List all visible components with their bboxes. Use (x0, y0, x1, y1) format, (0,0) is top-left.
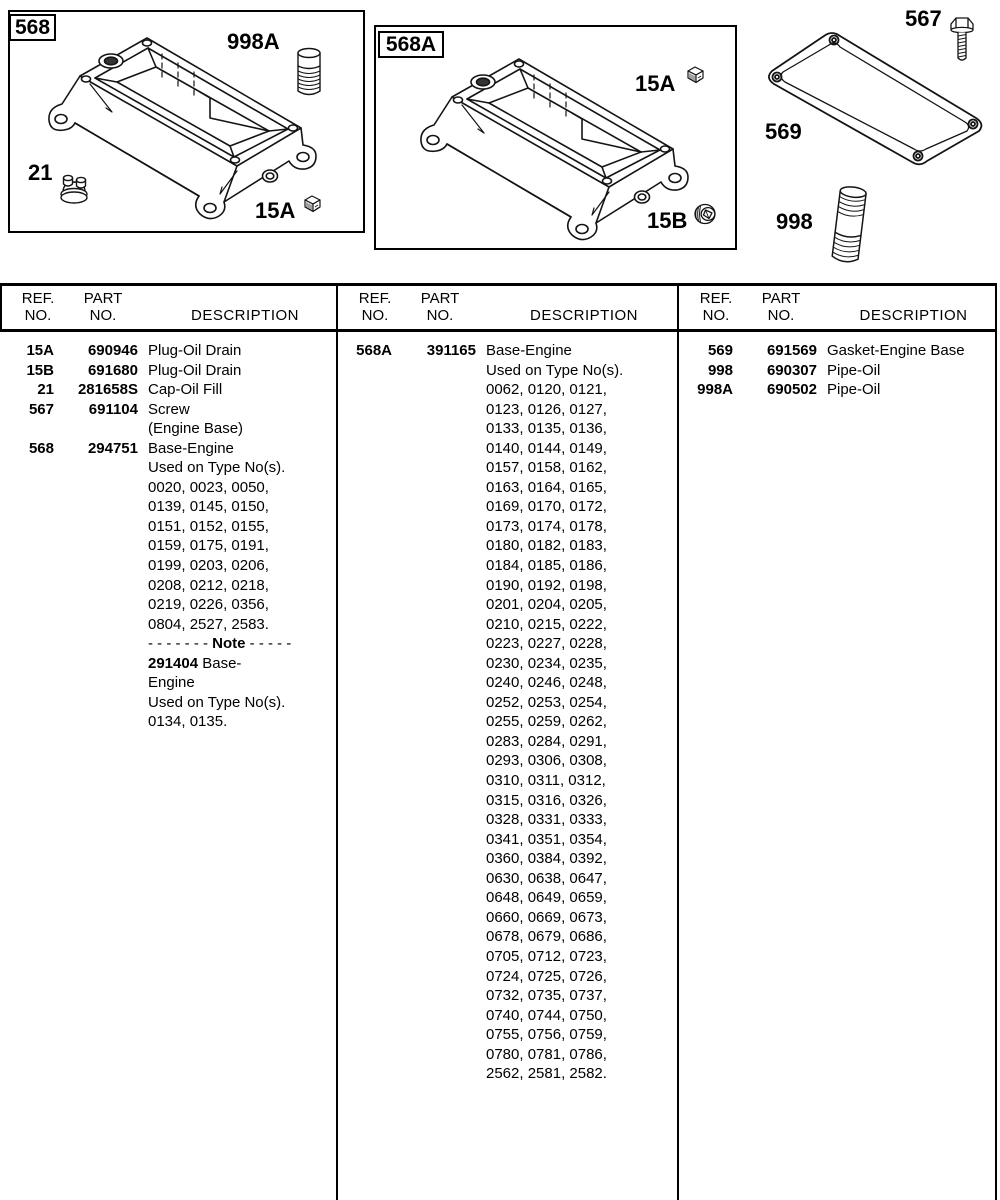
description-cell: 0139, 0145, 0150, (148, 498, 269, 516)
table-row (338, 380, 677, 400)
table-row (338, 810, 677, 830)
ref-no-cell (338, 849, 392, 869)
table-row (338, 1064, 677, 1084)
ref-no-cell (338, 634, 392, 654)
header-part: PART (761, 290, 801, 307)
table-row (679, 341, 995, 361)
ref-no-cell (0, 693, 54, 713)
description-cell: 0804, 2527, 2583. (148, 615, 269, 633)
description-cell: 2562, 2581, 2582. (486, 1065, 607, 1083)
table-row (338, 673, 677, 693)
description-cell: Gasket-Engine Base (827, 342, 965, 359)
description-cell: Plug-Oil Drain (148, 361, 242, 379)
ref-no-cell (0, 634, 54, 654)
table-row (338, 595, 677, 615)
table-header-col2 (339, 290, 679, 324)
header-ref: REF. (21, 290, 55, 307)
ref-no-cell: 569 (707, 342, 733, 359)
description-cell: - - - - - - - Note - - - - - (148, 635, 292, 653)
ref-no-cell (338, 712, 392, 732)
table-header-col3 (680, 290, 997, 324)
column-divider (677, 283, 679, 1200)
part-no-cell (392, 927, 476, 947)
description-cell: 0173, 0174, 0178, (486, 517, 607, 535)
part-no-cell (392, 497, 476, 517)
ref-no-cell (0, 517, 54, 537)
part-no-cell (54, 556, 138, 576)
part-no-cell (54, 576, 138, 596)
table-row (338, 947, 677, 967)
ref-no-cell (338, 908, 392, 928)
ref-no-cell (0, 615, 54, 635)
part-no-cell: 690946 (87, 342, 138, 359)
description-cell: 0678, 0679, 0686, (486, 928, 607, 946)
ref-no-cell (338, 478, 392, 498)
ref-no-cell (338, 986, 392, 1006)
ref-no-cell (338, 1045, 392, 1065)
ref-no-cell (338, 497, 392, 517)
description-cell: 0190, 0192, 0198, (486, 576, 607, 594)
table-row (0, 458, 336, 478)
callout-21: 21 (28, 160, 53, 185)
table-row (338, 1025, 677, 1045)
description-cell: 0315, 0316, 0326, (486, 791, 607, 809)
table-row (338, 1045, 677, 1065)
ref-no-cell (338, 419, 392, 439)
ref-no-cell (338, 615, 392, 635)
part-no-cell (392, 536, 476, 556)
ref-no-cell (338, 595, 392, 615)
table-row (0, 361, 336, 381)
part-no-cell: 691104 (88, 400, 138, 418)
table-row (0, 556, 336, 576)
table-row (338, 732, 677, 752)
table-row (0, 419, 336, 439)
table-row (338, 693, 677, 713)
part-no-cell (392, 517, 476, 537)
part-no-cell (392, 634, 476, 654)
figure-panel-568 (8, 10, 365, 233)
table-row (338, 576, 677, 596)
ref-no-cell (338, 771, 392, 791)
part-no-cell (392, 693, 476, 713)
part-no-cell (54, 458, 138, 478)
description-cell: 0252, 0253, 0254, (486, 693, 607, 711)
table-row (0, 576, 336, 596)
ref-no-cell (338, 888, 392, 908)
ref-no-cell (338, 400, 392, 420)
callout-569: 569 (765, 119, 802, 144)
callout-15A: 15A (255, 198, 296, 223)
description-cell: 0230, 0234, 0235, (486, 654, 607, 672)
part-no-cell (54, 478, 138, 498)
table-row (0, 673, 336, 693)
part-no-cell: 691569 (766, 342, 817, 359)
table-row (338, 967, 677, 987)
part-no-cell: 294751 (87, 439, 138, 457)
table-row (0, 497, 336, 517)
part-no-cell (54, 419, 138, 439)
header-description: DESCRIPTION (529, 307, 638, 324)
ref-no-cell (338, 361, 392, 381)
ref-no-cell: 567 (28, 400, 54, 418)
ref-no-cell (0, 478, 54, 498)
table-row (338, 751, 677, 771)
oil-fill-cap-drawing (54, 170, 94, 204)
table-row (338, 888, 677, 908)
table-row (338, 400, 677, 420)
part-no-cell (392, 810, 476, 830)
oil-pipe-drawing (824, 184, 876, 268)
ref-no-cell (338, 732, 392, 752)
ref-no-cell: 21 (37, 381, 54, 399)
description-cell: 0123, 0126, 0127, (486, 400, 607, 418)
description-cell: 0157, 0158, 0162, (486, 459, 607, 477)
table-row (0, 654, 336, 674)
ref-no-cell: 568A (356, 342, 392, 359)
part-no-cell: 690502 (766, 381, 817, 399)
table-row (338, 419, 677, 439)
table-row (0, 536, 336, 556)
callout-15A: 15A (635, 71, 676, 96)
description-cell: 0724, 0725, 0726, (486, 967, 607, 985)
table-row (338, 634, 677, 654)
table-header-band (0, 283, 997, 332)
table-row (338, 615, 677, 635)
table-row (338, 478, 677, 498)
table-row (338, 791, 677, 811)
header-ref-no: NO. (24, 307, 52, 324)
callout-15B: 15B (647, 208, 688, 233)
table-row (0, 439, 336, 459)
table-row (0, 595, 336, 615)
part-no-cell (392, 908, 476, 928)
part-no-cell (392, 615, 476, 635)
table-row (338, 536, 677, 556)
description-cell: Used on Type No(s). (486, 361, 624, 379)
description-cell: 0780, 0781, 0786, (486, 1045, 607, 1063)
part-no-cell (392, 1025, 476, 1045)
part-no-cell (54, 595, 138, 615)
ref-no-cell (0, 712, 54, 732)
description-cell: 0705, 0712, 0723, (486, 947, 607, 965)
description-cell: 0240, 0246, 0248, (486, 674, 607, 692)
description-cell: 0219, 0226, 0356, (148, 596, 269, 614)
ref-no-cell (338, 810, 392, 830)
ref-no-cell (0, 595, 54, 615)
description-cell: 0201, 0204, 0205, (486, 596, 607, 614)
table-row (338, 458, 677, 478)
part-no-cell (392, 888, 476, 908)
ref-no-cell (338, 380, 392, 400)
table-row (0, 380, 336, 400)
part-no-cell (392, 458, 476, 478)
table-row (0, 341, 336, 361)
description-cell: Used on Type No(s). (148, 693, 286, 711)
description-cell: 0159, 0175, 0191, (148, 537, 269, 555)
ref-no-cell (338, 1064, 392, 1084)
part-no-cell (54, 536, 138, 556)
part-no-cell (392, 400, 476, 420)
description-cell: 0755, 0756, 0759, (486, 1026, 607, 1044)
part-no-cell (392, 967, 476, 987)
part-no-cell (392, 654, 476, 674)
table-row (338, 341, 677, 361)
callout-998A: 998A (227, 29, 280, 54)
description-cell: 0630, 0638, 0647, (486, 869, 607, 887)
part-no-cell: 391165 (426, 342, 476, 359)
part-no-cell (54, 673, 138, 693)
header-part-no: NO. (426, 307, 454, 324)
description-cell: 0360, 0384, 0392, (486, 850, 607, 868)
header-part-no: NO. (89, 307, 117, 324)
part-no-cell (392, 361, 476, 381)
description-cell: 0660, 0669, 0673, (486, 908, 607, 926)
description-cell: 0151, 0152, 0155, (148, 517, 269, 535)
part-no-cell (54, 497, 138, 517)
gasket-drawing (760, 26, 990, 176)
oil-drain-plug-drawing (684, 65, 706, 85)
ref-no-cell (338, 693, 392, 713)
table-row (0, 400, 336, 420)
part-no-cell (392, 1045, 476, 1065)
description-cell: Engine (148, 674, 195, 692)
table-row (338, 517, 677, 537)
ref-no-cell (0, 654, 54, 674)
table-row (338, 849, 677, 869)
description-cell: 0134, 0135. (148, 713, 228, 731)
description-cell: (Engine Base) (148, 420, 244, 438)
ref-no-cell (338, 869, 392, 889)
part-no-cell (392, 791, 476, 811)
description-cell: Pipe-Oil (827, 381, 881, 399)
header-part: PART (420, 290, 460, 307)
description-cell: 0199, 0203, 0206, (148, 557, 269, 575)
description-cell: 0180, 0182, 0183, (486, 537, 607, 555)
description-cell: 0208, 0212, 0218, (148, 576, 269, 594)
table-header-col1 (2, 290, 338, 324)
description-cell: Used on Type No(s). (148, 459, 286, 477)
description-cell: Cap-Oil Fill (148, 381, 223, 399)
table-row (0, 712, 336, 732)
header-part: PART (83, 290, 123, 307)
part-no-cell (392, 947, 476, 967)
description-cell: Pipe-Oil (827, 361, 881, 379)
table-right-border (995, 283, 997, 1200)
ref-no-cell (338, 517, 392, 537)
table-row (338, 927, 677, 947)
description-cell: 0140, 0144, 0149, (486, 439, 607, 457)
table-row (338, 556, 677, 576)
ref-no-cell: 998 (707, 361, 733, 379)
ref-no-cell (338, 576, 392, 596)
part-no-cell (392, 869, 476, 889)
part-no-cell (392, 1006, 476, 1026)
part-no-cell (392, 732, 476, 752)
table-row (338, 1006, 677, 1026)
ref-no-cell (338, 1025, 392, 1045)
part-no-cell (392, 556, 476, 576)
ref-no-cell (0, 458, 54, 478)
description-cell: 0210, 0215, 0222, (486, 615, 607, 633)
table-row (0, 634, 336, 654)
part-no-cell (392, 751, 476, 771)
ref-no-cell (338, 830, 392, 850)
header-ref-no: NO. (702, 307, 730, 324)
part-no-cell (392, 439, 476, 459)
description-cell: 0341, 0351, 0354, (486, 830, 607, 848)
description-cell: Screw (148, 400, 190, 418)
description-cell: 0293, 0306, 0308, (486, 752, 607, 770)
ref-no-cell (338, 1006, 392, 1026)
header-part-no: NO. (767, 307, 795, 324)
description-cell: 0062, 0120, 0121, (486, 381, 607, 399)
ref-no-cell (338, 439, 392, 459)
part-no-cell (392, 712, 476, 732)
description-cell: 0310, 0311, 0312, (486, 772, 606, 790)
description-cell: 0163, 0164, 0165, (486, 478, 607, 496)
part-no-cell (392, 419, 476, 439)
part-no-cell (392, 849, 476, 869)
description-cell: Base-Engine (486, 342, 572, 359)
parts-column-2 (338, 341, 677, 1084)
diagram-area (0, 0, 1000, 280)
callout-998: 998 (776, 209, 813, 234)
part-no-cell (392, 673, 476, 693)
part-no-cell (54, 615, 138, 635)
ref-no-cell (0, 556, 54, 576)
table-row (338, 439, 677, 459)
part-no-cell (54, 517, 138, 537)
description-cell: Base-Engine (148, 439, 234, 457)
parts-column-3 (679, 341, 995, 400)
description-cell: 0732, 0735, 0737, (486, 987, 607, 1005)
header-ref: REF. (699, 290, 733, 307)
description-cell: 0283, 0284, 0291, (486, 732, 607, 750)
header-description: DESCRIPTION (190, 307, 299, 324)
part-no-cell (54, 693, 138, 713)
description-cell: 0184, 0185, 0186, (486, 557, 607, 575)
table-row (679, 380, 995, 400)
description-cell: 291404 Base- (148, 654, 242, 672)
part-no-cell (392, 986, 476, 1006)
ref-no-cell (338, 536, 392, 556)
ref-no-cell (338, 673, 392, 693)
description-cell: 0255, 0259, 0262, (486, 713, 607, 731)
oil-drain-plug-drawing (301, 194, 323, 214)
oil-pipe-drawing (291, 46, 327, 98)
part-no-cell (392, 771, 476, 791)
ref-no-cell (0, 576, 54, 596)
callout-567: 567 (905, 6, 942, 31)
figure-tag-568: 568 (9, 14, 56, 41)
part-no-cell: 281658S (77, 381, 138, 399)
part-no-cell (54, 712, 138, 732)
header-ref-no: NO. (361, 307, 389, 324)
ref-no-cell (338, 458, 392, 478)
ref-no-cell (0, 536, 54, 556)
ref-no-cell (0, 673, 54, 693)
ref-no-cell (0, 497, 54, 517)
table-row (0, 693, 336, 713)
table-row (338, 771, 677, 791)
part-no-cell: 690307 (766, 361, 817, 379)
table-row (0, 517, 336, 537)
part-no-cell (392, 478, 476, 498)
ref-no-cell (0, 419, 54, 439)
part-no-cell (392, 1064, 476, 1084)
parts-column-1 (0, 341, 336, 732)
table-row (338, 830, 677, 850)
description-cell: 0328, 0331, 0333, (486, 811, 607, 829)
ref-no-cell (338, 967, 392, 987)
ref-no-cell (338, 556, 392, 576)
part-no-cell (392, 576, 476, 596)
ref-no-cell: 998A (697, 381, 733, 399)
description-cell: 0223, 0227, 0228, (486, 635, 607, 653)
ref-no-cell (338, 927, 392, 947)
description-cell: 0648, 0649, 0659, (486, 889, 607, 907)
ref-no-cell: 15B (26, 361, 54, 379)
ref-no-cell (338, 654, 392, 674)
oil-drain-plug-drawing (692, 201, 720, 227)
part-no-cell (54, 654, 138, 674)
table-row (338, 712, 677, 732)
description-cell: Plug-Oil Drain (148, 342, 242, 359)
ref-no-cell (338, 751, 392, 771)
table-row (338, 654, 677, 674)
part-no-cell (392, 830, 476, 850)
table-row (0, 615, 336, 635)
ref-no-cell: 568 (28, 439, 54, 457)
ref-no-cell (338, 791, 392, 811)
part-no-cell (54, 634, 138, 654)
table-row (679, 361, 995, 381)
header-description: DESCRIPTION (859, 307, 968, 324)
table-row (0, 478, 336, 498)
ref-no-cell (338, 947, 392, 967)
table-row (338, 908, 677, 928)
ref-no-cell: 15A (26, 342, 54, 359)
table-row (338, 361, 677, 381)
description-cell: 0740, 0744, 0750, (486, 1006, 607, 1024)
table-row (338, 869, 677, 889)
figure-tag-568A: 568A (378, 31, 444, 58)
description-cell: 0169, 0170, 0172, (486, 498, 607, 516)
part-no-cell: 691680 (87, 361, 138, 379)
part-no-cell (392, 380, 476, 400)
description-cell: 0133, 0135, 0136, (486, 420, 607, 438)
part-no-cell (392, 595, 476, 615)
description-cell: 0020, 0023, 0050, (148, 478, 269, 496)
table-row (338, 986, 677, 1006)
figure-panel-568A (374, 25, 737, 250)
table-row (338, 497, 677, 517)
header-ref: REF. (358, 290, 392, 307)
